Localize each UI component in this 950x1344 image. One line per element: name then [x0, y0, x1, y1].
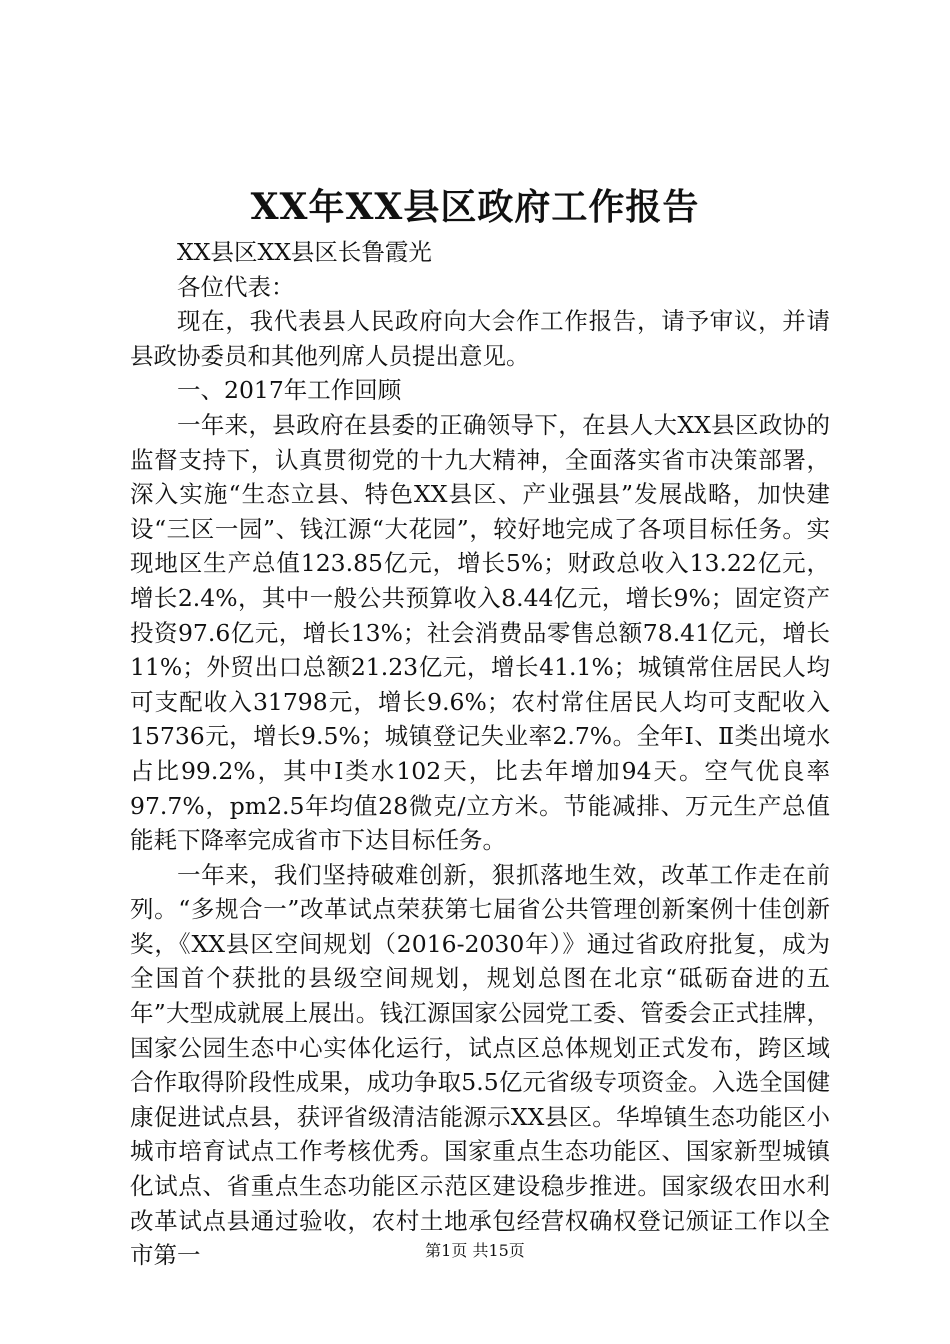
body-paragraph-intro: 现在，我代表县人民政府向大会作工作报告，请予审议，并请县政协委员和其他列席人员提出意见。	[130, 307, 830, 370]
section-heading: 一、2017年工作回顾	[177, 376, 402, 405]
body-paragraph-review: 一年来，县政府在县委的正确领导下，在县人大XX县区政协的监督支持下，认真贯彻党的十九大精神，全面落实省市决策部署，深入实施“生态立县、特色XX县区、产业强县”发展战略，加快建设“三区一园”、钱江源“大花园”，较好地完成了各项目标任务。实现地区生产总值123.85亿元，增长5%；财政总收入13.22亿元，增长2.4%，其中一般公共预算收入8.44亿元，增长9%；固定资产投资97.6亿元，增长13%；社会消费品零售总额78.41亿元，增长11%；外贸出口总额21.23亿元，增长41.1%；城镇常住居民人均可支配收入31798元，增长9.6%；农村常住居民人均可支配收入15736元，增长9.5%；城镇登记失业率2.7%。全年Ⅰ、Ⅱ类出境水占比99.2%，其中Ⅰ类水102天，比去年增加94天。空气优良率97.7%，pm2.5年均值28微克/立方米。节能减排、万元生产总值能耗下降率完成省市下达目标任务。	[130, 410, 830, 855]
page-footer: 第1页 共15页	[425, 1241, 525, 1260]
salutation: 各位代表：	[177, 272, 295, 301]
document-body	[130, 235, 830, 1273]
document-title: XX年XX县区政府工作报告	[250, 186, 700, 228]
author-line: XX县区XX县区长鲁霞光	[177, 238, 432, 266]
body-paragraph-reform: 一年来，我们坚持破难创新，狠抓落地生效，改革工作走在前列。“多规合一”改革试点荣获第七届省公共管理创新案例十佳创新奖，《XX县区空间规划（2016-2030年）》通过省政府批复，成为全国首个获批的县级空间规划，规划总图在北京“砥砺奋进的五年”大型成就展上展出。钱江源国家公园党工委、管委会正式挂牌，国家公园生态中心实体化运行，试点区总体规划正式发布，跨区域合作取得阶段性成果，成功争取5.5亿元省级专项资金。入选全国健康促进试点县，获评省级清洁能源示XX县区。华埠镇生态功能区小城市培育试点工作考核优秀。国家重点生态功能区、国家新型城镇化试点、省重点生态功能区示范区建设稳步推进。国家级农田水利改革试点县通过验收，农村土地承包经营权确权登记颁证工作以全市第一	[130, 860, 830, 1270]
